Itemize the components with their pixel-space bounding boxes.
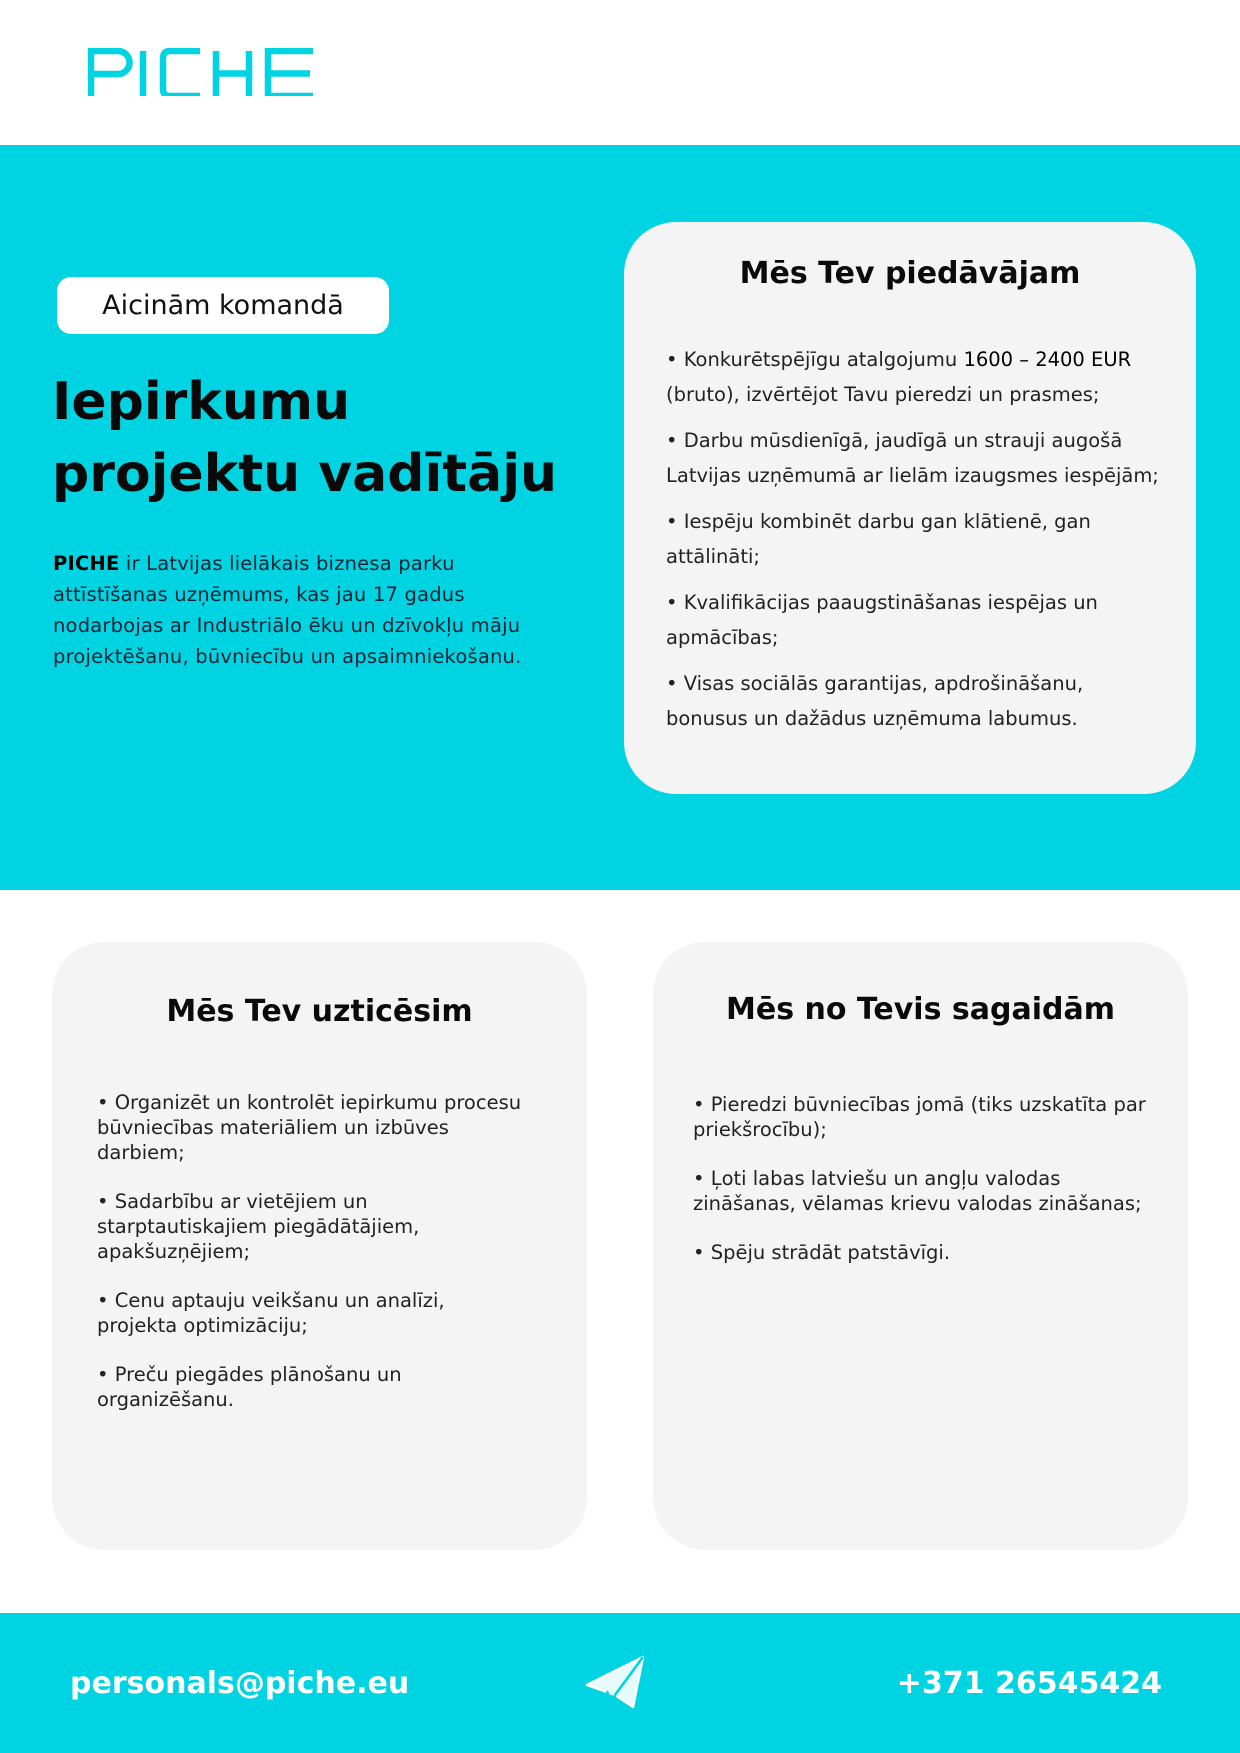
list-item: • Ļoti labas latviešu un angļu valodas zināšanas, vēlamas krievu valodas zināšanas; (693, 1167, 1142, 1215)
list-item: • Pieredzi būvniecības jomā (tiks uzskatīta par priekšrocību); (693, 1093, 1146, 1141)
responsibilities-list (97, 1090, 527, 1436)
piche-logo (88, 48, 320, 96)
list-item: • Preču piegādes plānošanu un organizēšanu. (97, 1363, 402, 1411)
paper-plane-icon (585, 1655, 645, 1715)
job-title-line-2: projektu vadītāju (52, 444, 558, 504)
responsibilities-title: Mēs Tev uzticēsim (166, 994, 473, 1029)
offer-title: Mēs Tev piedāvājam (739, 256, 1081, 291)
requirements-card (653, 942, 1188, 1550)
list-item: • Cenu aptauju veikšanu un analīzi, projekta optimizāciju; (97, 1289, 445, 1337)
offer-item-text: (bruto), izvērtējot Tavu pieredzi un prasmes; (666, 383, 1100, 406)
offer-list (666, 342, 1166, 747)
contact-phone-link[interactable]: +371 26545424 (896, 1666, 1162, 1701)
requirements-list (693, 1092, 1163, 1289)
responsibilities-card (52, 942, 587, 1550)
offer-item (666, 342, 1166, 412)
offer-item: • Darbu mūsdienīgā, jaudīgā un strauji augošā Latvijas uzņēmumā ar lielām izaugsmes iespējām; (666, 429, 1159, 487)
intro-text: ir Latvijas lielākais biznesa parku attīstīšanas uzņēmums, kas jau 17 gadus nodarbojas ar Industriālo ēku un dzīvokļu māju projektēšanu, būvniecību un apsaimniekošanu. (53, 552, 522, 668)
offer-item: • Visas sociālās garantijas, apdrošināšanu, bonusus un dažādus uzņēmuma labumus. (666, 672, 1084, 730)
company-intro (53, 548, 573, 672)
offer-card (624, 222, 1196, 794)
offer-item: • Kvalifikācijas paaugstināšanas iespējas un apmācības; (666, 591, 1098, 649)
offer-item: • Iespēju kombinēt darbu gan klātienē, gan attālināti; (666, 510, 1091, 568)
list-item: • Spēju strādāt patstāvīgi. (693, 1241, 951, 1264)
intro-brand: PICHE (53, 552, 120, 575)
header (0, 0, 1240, 145)
job-title (52, 366, 612, 510)
requirements-title: Mēs no Tevis sagaidām (726, 992, 1115, 1027)
offer-item-text: • Konkurētspējīgu atalgojumu (666, 348, 964, 371)
invitation-badge: Aicinām komandā (57, 277, 389, 334)
salary-range: 1600 – 2400 EUR (963, 348, 1132, 371)
list-item: • Organizēt un kontrolēt iepirkumu procesu būvniecības materiāliem un izbūves darbiem; (97, 1091, 522, 1164)
list-item: • Sadarbību ar vietējiem un starptautiskajiem piegādātājiem, apakšuzņējiem; (97, 1190, 420, 1263)
contact-email-link[interactable]: personals@piche.eu (70, 1666, 410, 1701)
job-title-line-1: Iepirkumu (52, 372, 351, 432)
